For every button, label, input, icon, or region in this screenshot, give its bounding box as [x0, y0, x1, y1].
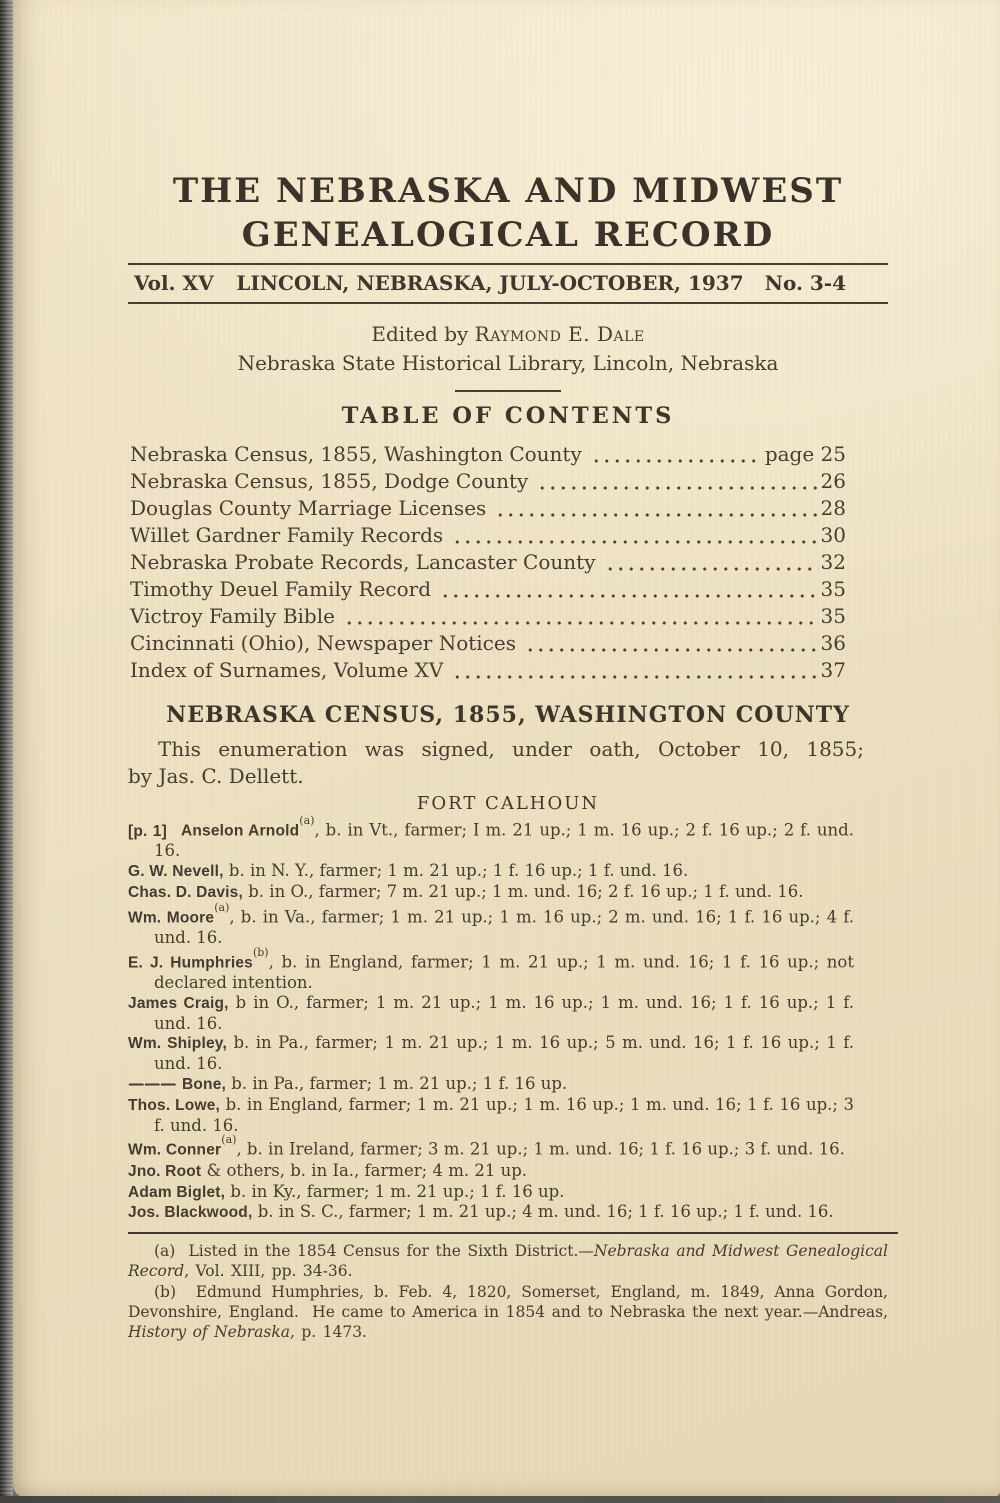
- footnote-text: (b) Edmund Humphries, b. Feb. 4, 1820, Somerset, England, m. 1849, Anna Gordon, Devonshire, England. He came to America in 1854 and to Nebraska the next year.—Andreas,: [128, 1282, 888, 1321]
- toc-entry: [130, 631, 846, 658]
- toc-entry: [130, 442, 846, 469]
- toc-entry: [130, 523, 846, 550]
- edited-by-label: Edited by: [371, 322, 475, 346]
- toc-entry-page: 36: [820, 631, 846, 655]
- census-entry-detail: , b. in England, farmer; 1 m. 21 up.; 1 m. und. 16; 1 f. 16 up.; not declared intention.: [154, 952, 854, 993]
- census-entry-detail: b. in Pa., farmer; 1 m. 21 up.; 1 m. 16 up.; 5 m. und. 16; 1 f. 16 up.; 1 f. und. 16.: [154, 1033, 854, 1074]
- dot-leader: [438, 584, 819, 604]
- footnotes: [128, 1241, 888, 1342]
- footnote-ref: (a): [214, 900, 230, 914]
- census-entry-detail: b. in N. Y., farmer; 1 m. 21 up.; 1 f. 16 up.; 1 f. und. 16.: [223, 861, 689, 881]
- census-entry-detail: b. in S. C., farmer; 1 m. 21 up.; 4 m. und. 16; 1 f. 16 up.; 1 f. und. 16.: [252, 1202, 834, 1222]
- census-entry-name: Wm. Shipley,: [128, 1035, 227, 1053]
- census-entry-detail: b. in O., farmer; 7 m. 21 up.; 1 m. und. 16; 2 f. 16 up.; 1 f. und. 16.: [243, 881, 804, 901]
- census-entry-name: G. W. Nevell,: [128, 863, 224, 881]
- census-entry: [128, 816, 854, 861]
- census-entry-detail: b. in Pa., farmer; 1 m. 21 up.; 1 f. 16 up.: [226, 1074, 568, 1094]
- census-entry: [128, 1161, 854, 1182]
- footnote-ref: (a): [299, 814, 315, 827]
- volume-label: Vol. XV: [134, 271, 214, 295]
- article-heading: NEBRASKA CENSUS, 1855, WASHINGTON COUNTY: [166, 702, 850, 728]
- toc-entry-title: Douglas County Marriage Licenses: [130, 496, 487, 520]
- census-entry-name: Wm. Conner: [128, 1141, 222, 1159]
- editor-block: [128, 320, 888, 378]
- dot-leader: [603, 557, 819, 577]
- census-entry-list: [128, 816, 888, 1223]
- census-entry-name: Wm. Moore: [128, 909, 215, 927]
- census-entry: [128, 1095, 854, 1136]
- census-entry: [128, 900, 854, 948]
- editor-address: Nebraska State Historical Library, Lincoln, Nebraska: [237, 351, 779, 375]
- toc-entry: [130, 469, 846, 496]
- census-entry-name: James Craig,: [128, 994, 229, 1012]
- footnote: [128, 1282, 888, 1343]
- toc-entry-title: Index of Surnames, Volume XV: [130, 658, 444, 682]
- census-entry-name: E. J. Humphries: [128, 954, 253, 972]
- toc-entry-title: Cincinnati (Ohio), Newspaper Notices: [130, 631, 516, 655]
- footnote-work-title: History of Nebraska: [128, 1322, 290, 1341]
- footnote-rule: [128, 1232, 898, 1234]
- masthead-place-date: LINCOLN, NEBRASKA, JULY-OCTOBER, 1937: [236, 271, 744, 295]
- census-entry-detail: b in O., farmer; 1 m. 21 up.; 1 m. 16 up.; 1 m. und. 16; 1 f. 16 up.; 1 f. und. 16.: [154, 992, 854, 1033]
- scan-edge-bottom: [0, 1496, 1000, 1503]
- dot-leader: [523, 638, 819, 658]
- book-spine-edge: [0, 0, 13, 1503]
- journal-title: [128, 169, 888, 257]
- census-entry-detail: , b. in Ireland, farmer; 3 m. 21 up.; 1 m. und. 16; 1 f. 16 up.; 3 f. und. 16.: [236, 1139, 845, 1159]
- footnote-ref: (a): [221, 1133, 237, 1147]
- census-entry-detail: , b. in Vt., farmer; I m. 21 up.; 1 m. 16 up.; 2 f. 16 up.; 2 f. und. 16.: [154, 820, 854, 861]
- toc-entry: [130, 658, 846, 685]
- toc-entry-title: Nebraska Census, 1855, Dodge County: [130, 469, 529, 493]
- census-entry-name: Bone,: [182, 1076, 227, 1094]
- toc-entry: [130, 496, 846, 523]
- toc-entry: [130, 604, 846, 631]
- footnote-ref: (b): [252, 945, 269, 959]
- census-entry-name: Thos. Lowe,: [128, 1096, 221, 1114]
- footnote-text: (a) Listed in the 1854 Census for the Sixth District.—: [154, 1242, 594, 1261]
- toc-entry-page: 32: [820, 550, 846, 574]
- section-divider-rule: [455, 390, 561, 392]
- census-entry-detail: b. in Ky., farmer; 1 m. 21 up.; 1 f. 16 up.: [225, 1181, 565, 1201]
- census-entry-name: Jos. Blackwood,: [128, 1204, 253, 1222]
- census-entry: [128, 945, 854, 993]
- toc-entry-page: 37: [820, 658, 846, 682]
- toc-entry-title: Victroy Family Bible: [130, 604, 335, 628]
- blank-name-dash: ———: [128, 1074, 176, 1094]
- scanned-page: [13, 0, 1000, 1497]
- census-entry-name: Chas. D. Davis,: [128, 883, 243, 901]
- editor-line: [128, 320, 888, 349]
- toc-entry-page: 26: [820, 469, 846, 493]
- census-entry: [128, 1033, 854, 1074]
- census-entry-name: Jno. Root: [128, 1162, 202, 1180]
- masthead-rule-bottom: [128, 302, 888, 304]
- toc-entry-title: Nebraska Probate Records, Lancaster County: [130, 550, 596, 574]
- toc-entry-title: Nebraska Census, 1855, Washington County: [130, 442, 582, 466]
- dot-leader: [493, 503, 818, 523]
- toc-entry-page: 28: [820, 496, 846, 520]
- census-entry: [128, 1182, 854, 1203]
- footnote: [128, 1241, 888, 1281]
- toc-entry-page: 30: [820, 523, 846, 547]
- census-entry: [128, 1074, 854, 1095]
- dot-leader: [450, 530, 818, 550]
- census-page-marker: [p. 1]: [128, 822, 167, 840]
- page-content: [128, 0, 888, 1342]
- census-entry: [128, 861, 854, 882]
- issue-number: No. 3-4: [764, 271, 846, 295]
- census-entry-name: Anselon Arnold: [180, 822, 300, 840]
- dot-leader: [450, 665, 818, 685]
- dot-leader: [589, 449, 763, 469]
- locality-subheading: FORT CALHOUN: [416, 793, 600, 814]
- editor-name: Raymond E. Dale: [474, 322, 645, 346]
- toc-entry-page: page 25: [764, 442, 846, 466]
- census-entry: [128, 882, 854, 903]
- toc-list: [130, 442, 846, 685]
- dot-leader: [535, 476, 818, 496]
- toc-entry-title: Timothy Deuel Family Record: [130, 577, 432, 601]
- census-entry-detail: , b. in Va., farmer; 1 m. 21 up.; 1 m. 16 up.; 2 m. und. 16; 1 f. 16 up.; 4 f. und. 16.: [154, 907, 854, 947]
- article-intro: [128, 736, 888, 790]
- intro-line1: This enumeration was signed, under oath, October 10, 1855;: [158, 737, 864, 761]
- toc-entry-title: Willet Gardner Family Records: [130, 523, 444, 547]
- census-entry: [128, 1135, 854, 1160]
- journal-title-line2: GENEALOGICAL RECORD: [241, 215, 775, 255]
- toc-entry-page: 35: [820, 604, 846, 628]
- census-entry: [128, 1202, 854, 1223]
- toc-heading: TABLE OF CONTENTS: [341, 403, 675, 429]
- journal-title-line1: THE NEBRASKA AND MIDWEST: [172, 171, 844, 211]
- dot-leader: [342, 611, 819, 631]
- intro-line2: by Jas. C. Dellett.: [128, 764, 304, 788]
- footnote-text: , Vol. XIII, pp. 34-36.: [184, 1262, 353, 1281]
- masthead-row: [128, 265, 888, 302]
- toc-entry: [130, 550, 846, 577]
- footnote-work-title: Nebraska and Midwest Genealogical Record: [128, 1242, 888, 1281]
- census-entry-name: Adam Biglet,: [128, 1183, 226, 1201]
- census-entry: [128, 993, 854, 1034]
- toc-entry: [130, 577, 846, 604]
- toc-entry-page: 35: [820, 577, 846, 601]
- census-entry-detail: & others, b. in Ia., farmer; 4 m. 21 up.: [201, 1160, 528, 1180]
- footnote-text: , p. 1473.: [289, 1322, 367, 1341]
- census-entry-detail: b. in England, farmer; 1 m. 21 up.; 1 m. 16 up.; 1 m. und. 16; 1 f. 16 up.; 3 f. und. 16.: [154, 1094, 854, 1135]
